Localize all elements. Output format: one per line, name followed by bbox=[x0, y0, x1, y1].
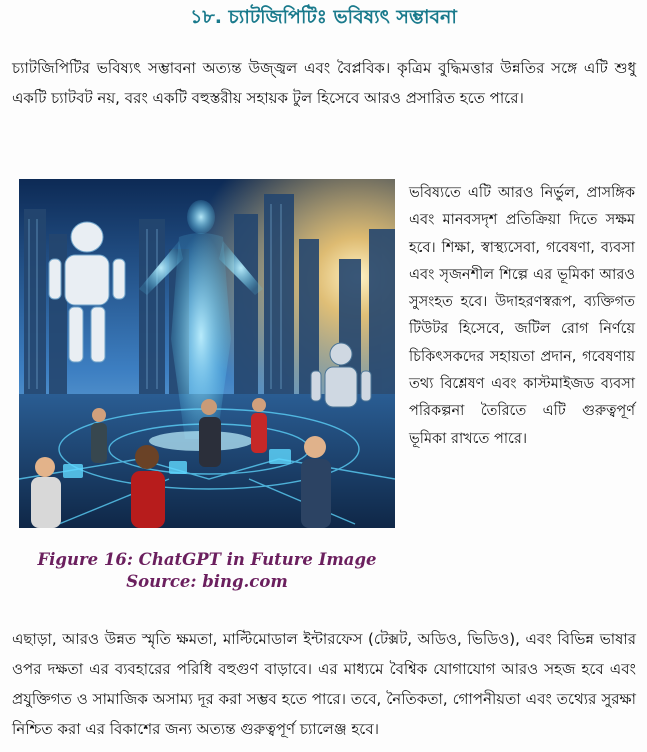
figure-caption: Figure 16: ChatGPT in Future Image Source: bing.com bbox=[37, 550, 377, 591]
side-paragraph: ভবিষ্যতে এটি আরও নির্ভুল, প্রাসঙ্গিক এবং মানবসদৃশ প্রতিক্রিয়া দিতে সক্ষম হবে। শিক্ষা, স্বাস্থ্যসেবা, গবেষণা, ব্যবসা এবং সৃজনশীল শিল্পে এর ভূমিকা আরও সুসংহত হবে। উদাহরণস্বরূপ, ব্যক্তিগত টিউটর হিসেবে, জটিল রোগ নির্ণয়ে চিকিৎসকদের সহায়তা প্রদান, গবেষণায় তথ্য বিশ্লেষণ এবং কাস্টমাইজড ব্যবসা পরিকল্পনা তৈরিতে এটি গুরুত্বপূর্ণ ভূমিকা রাখতে পারে। bbox=[409, 185, 635, 447]
future-ai-illustration bbox=[19, 179, 395, 528]
closing-paragraph: এছাড়া, আরও উন্নত স্মৃতি ক্ষমতা, মাল্টিমোডাল ইন্টারফেস (টেক্সট, অডিও, ভিডিও), এবং বিভিন্ন ভাষার ওপর দক্ষতা এর ব্যবহারের পরিধি বহুগুণ বাড়াবে। এর মাধ্যমে বৈশ্বিক যোগাযোগ আরও সহজ হবে এবং প্রযুক্তিগত ও সামাজিক অসাম্য দূর করা সম্ভব হতে পারে। তবে, নৈতিকতা, গোপনীয়তা এবং তথ্যের সুরক্ষা নিশ্চিত করা এর বিকাশের জন্য অত্যন্ত গুরুত্বপূর্ণ চ্যালেঞ্জ হবে। bbox=[12, 630, 636, 738]
intro-paragraph: চ্যাটজিপিটির ভবিষ্যৎ সম্ভাবনা অত্যন্ত উজ্জ্বল এবং বৈপ্লবিক। কৃত্রিম বুদ্ধিমত্তার উন্নতির সঙ্গে এটি শুধু একটি চ্যাটবট নয়, বরং একটি বহুস্তরীয় সহায়ক টুল হিসেবে আরও প্রসারিত হতে পারে। bbox=[12, 59, 636, 107]
section-title: ১৮. চ্যাটজিপিটিঃ ভবিষ্যৎ সম্ভাবনা bbox=[190, 6, 457, 28]
